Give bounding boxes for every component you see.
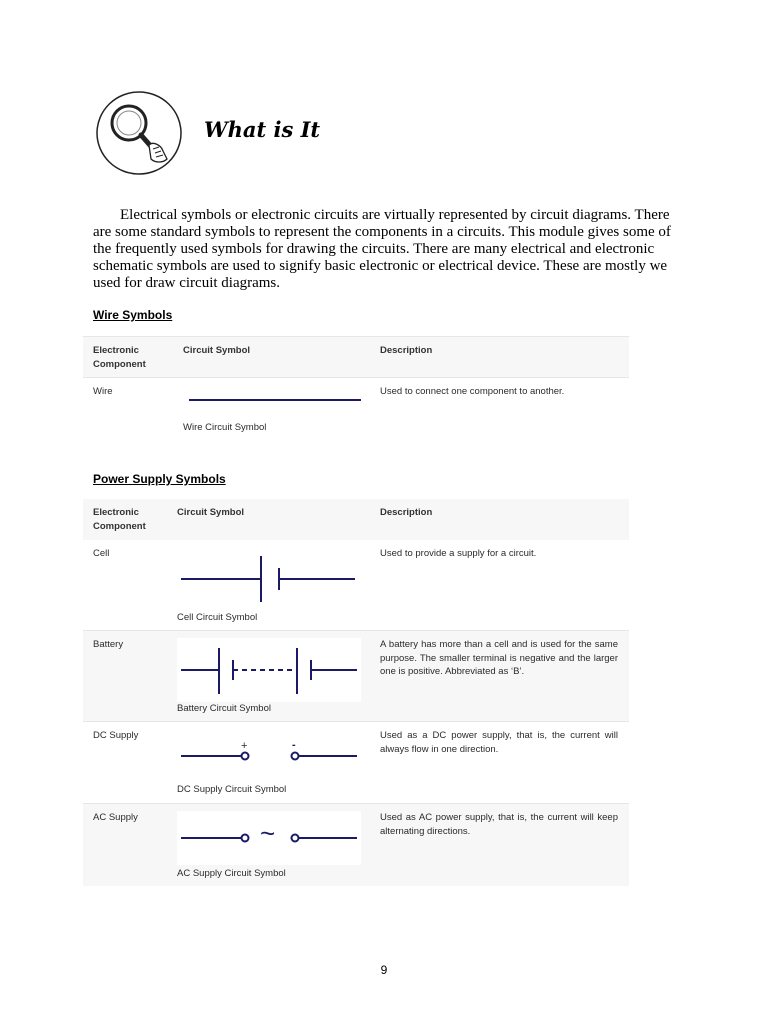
table-row <box>83 377 629 442</box>
intro-paragraph: Electrical symbols or electronic circuits are virtually represented by circuit diagrams. There are some standard symbols to represent the components in a circuits. This module gives some of the frequently used symbols for drawing the circuits. There are many electrical and electronic schematic symbols are used to signify basic electronic or electrical device. These are mostly we used for draw circuit diagrams. <box>93 207 671 291</box>
header-component: Electronic Component <box>93 345 146 370</box>
row-component: Cell <box>93 548 110 559</box>
cell-symbol <box>179 554 359 611</box>
table-header-row <box>83 336 629 378</box>
power-supply-table <box>83 499 629 886</box>
header-description: Description <box>380 507 433 518</box>
table-row <box>83 803 629 886</box>
row-description: A battery has more than a cell and is used for the same purpose. The smaller terminal is negative and the larger one is positive. Abbreviated as ‘B’. <box>380 639 618 677</box>
header-component: Electronic Component <box>93 507 146 532</box>
row-caption: Cell Circuit Symbol <box>177 612 258 623</box>
row-caption: AC Supply Circuit Symbol <box>177 868 286 879</box>
battery-symbol <box>177 638 361 702</box>
power-supply-symbols-heading: Power Supply Symbols <box>93 472 226 486</box>
row-description: Used to provide a supply for a circuit. <box>380 548 537 559</box>
row-component: AC Supply <box>93 812 138 823</box>
header-symbol: Circuit Symbol <box>177 507 245 518</box>
row-component: Battery <box>93 639 124 650</box>
table-row <box>83 630 629 722</box>
table-row <box>83 540 629 630</box>
magnifier-icon <box>93 89 185 177</box>
header-description: Description <box>380 345 433 356</box>
row-component: DC Supply <box>93 730 139 741</box>
wire-symbols-heading: Wire Symbols <box>93 308 173 322</box>
row-caption: DC Supply Circuit Symbol <box>177 784 287 795</box>
row-description: Used to connect one component to another. <box>380 386 565 397</box>
row-description: Used as a DC power supply, that is, the current will always flow in one direction. <box>380 730 618 755</box>
plus-sign: + <box>241 740 248 752</box>
wire-symbols-table <box>83 336 629 441</box>
row-caption: Wire Circuit Symbol <box>183 422 267 433</box>
row-component: Wire <box>93 386 113 397</box>
section-title: What is It <box>204 117 321 142</box>
minus-sign: - <box>292 739 296 751</box>
row-description: Used as AC power supply, that is, the current will keep alternating directions. <box>380 812 618 837</box>
wire-symbol <box>183 392 363 411</box>
page-number: 9 <box>380 963 388 977</box>
header-symbol: Circuit Symbol <box>183 345 251 356</box>
table-header-row <box>83 499 629 540</box>
dc-supply-symbol <box>177 739 361 771</box>
row-caption: Battery Circuit Symbol <box>177 703 271 714</box>
table-row <box>83 721 629 804</box>
tilde-sign: ~ <box>260 818 276 848</box>
